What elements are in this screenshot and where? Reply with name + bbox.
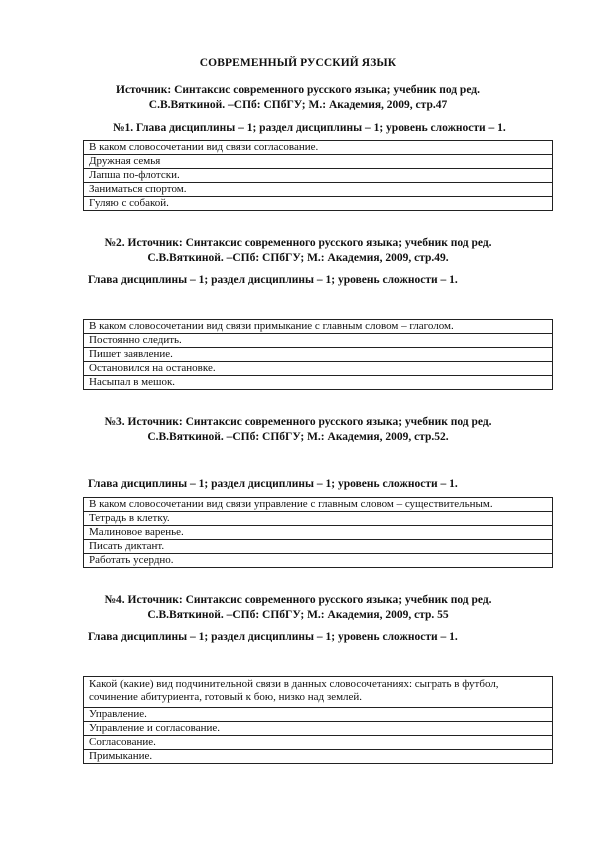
q3-answer-3: Писать диктант. <box>84 540 553 554</box>
q1-answer-3: Заниматься спортом. <box>84 183 553 197</box>
q2-answer-4: Насыпал в мешок. <box>84 376 553 390</box>
q2-answer-1: Постоянно следить. <box>84 334 553 348</box>
q3-source <box>0 415 596 445</box>
q1-source <box>0 83 596 113</box>
q4-answer-3: Согласование. <box>84 736 553 750</box>
q1-meta: №1. Глава дисциплины – 1; раздел дисциплины – 1; уровень сложности – 1. <box>113 122 506 134</box>
q2-answer-2: Пишет заявление. <box>84 348 553 362</box>
q3-answer-4: Работать усердно. <box>84 554 553 568</box>
page-title: СОВРЕМЕННЫЙ РУССКИЙ ЯЗЫК <box>199 57 397 69</box>
q2-question: В каком словосочетании вид связи примыкание с главным словом – глаголом. <box>84 320 553 334</box>
q4-source-line1: №4. Источник: Синтаксис современного русского языка; учебник под ред. <box>104 594 492 606</box>
q1-answer-1: Дружная семья <box>84 155 553 169</box>
q1-question: В каком словосочетании вид связи согласование. <box>84 141 553 155</box>
q3-table <box>83 497 553 568</box>
q2-source <box>0 236 596 266</box>
q4-table <box>83 676 553 764</box>
q3-source-line1: №3. Источник: Синтаксис современного русского языка; учебник под ред. <box>104 416 492 428</box>
q1-table <box>83 140 553 211</box>
q4-meta: Глава дисциплины – 1; раздел дисциплины – 1; уровень сложности – 1. <box>88 631 458 643</box>
q1-source-line2: С.В.Вяткиной. –СПб: СПбГУ; М.: Академия, 2009, стр.47 <box>148 99 448 111</box>
q2-meta: Глава дисциплины – 1; раздел дисциплины – 1; уровень сложности – 1. <box>88 274 458 286</box>
q2-table <box>83 319 553 390</box>
q1-answer-4: Гуляю с собакой. <box>84 197 553 211</box>
q2-source-line1: №2. Источник: Синтаксис современного русского языка; учебник под ред. <box>104 237 492 249</box>
q4-answer-1: Управление. <box>84 708 553 722</box>
q3-answer-2: Малиновое варенье. <box>84 526 553 540</box>
q4-question: Какой (какие) вид подчинительной связи в данных словосочетаниях: сыграть в футбол, сочинение абитуриента, готовый к бою, низко над землей. <box>84 677 553 708</box>
q3-source-line2: С.В.Вяткиной. –СПб: СПбГУ; М.: Академия, 2009, стр.52. <box>147 431 449 443</box>
q3-question: В каком словосочетании вид связи управление с главным словом – существительным. <box>84 498 553 512</box>
q2-source-line2: С.В.Вяткиной. –СПб: СПбГУ; М.: Академия, 2009, стр.49. <box>147 252 449 264</box>
q1-source-line1: Источник: Синтаксис современного русского языка; учебник под ред. <box>116 84 480 96</box>
q4-source-line2: С.В.Вяткиной. –СПб: СПбГУ; М.: Академия, 2009, стр. 55 <box>147 609 449 621</box>
q4-answer-2: Управление и согласование. <box>84 722 553 736</box>
q3-answer-1: Тетрадь в клетку. <box>84 512 553 526</box>
q3-meta: Глава дисциплины – 1; раздел дисциплины – 1; уровень сложности – 1. <box>88 478 458 490</box>
q2-answer-3: Остановился на остановке. <box>84 362 553 376</box>
q4-source <box>0 593 596 623</box>
q1-answer-2: Лапша по-флотски. <box>84 169 553 183</box>
q4-answer-4: Примыкание. <box>84 750 553 764</box>
